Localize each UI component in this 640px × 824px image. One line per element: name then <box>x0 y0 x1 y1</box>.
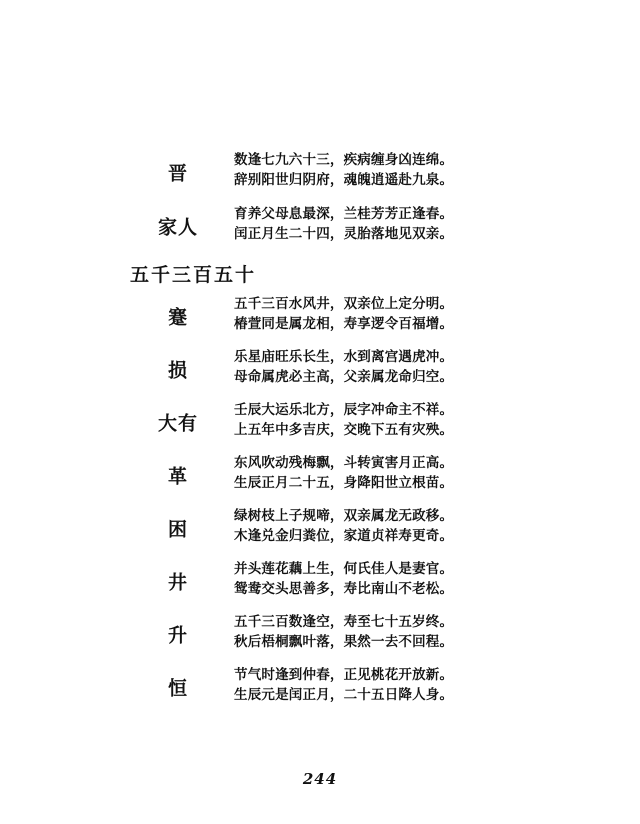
verse-line-2: 生辰元是闰正月，二十五日降人身。 <box>234 687 454 703</box>
verse <box>234 294 634 334</box>
verse <box>234 400 634 440</box>
hexagram-name: 家人 <box>157 216 198 239</box>
verse <box>234 453 634 493</box>
verse-line-2: 秋后梧桐飘叶落，果然一去不回程。 <box>234 634 454 650</box>
hexagram-name: 损 <box>167 359 188 382</box>
verse-line-2: 闰正月生二十四，灵胎落地见双亲。 <box>234 226 454 242</box>
verse-line-1: 育养父母息最深，兰桂芳芳正逢春。 <box>234 206 454 222</box>
verse <box>234 150 634 190</box>
verse-line-1: 壬辰大运乐北方，辰字冲命主不祥。 <box>234 402 454 418</box>
verse-line-1: 节气时逢到仲春，正见桃花开放新。 <box>234 667 454 683</box>
verse <box>234 347 634 387</box>
verse-line-1: 乐星庙旺乐长生，水到离宫遇虎冲。 <box>234 349 454 365</box>
entry-kun <box>0 506 640 550</box>
entry-jin <box>0 150 640 194</box>
hexagram-name: 升 <box>167 624 188 647</box>
entry-dayou <box>0 400 640 444</box>
verse-line-2: 上五年中多吉庆，交晚下五有灾殃。 <box>234 422 454 438</box>
verse-line-1: 绿树枝上子规啼，双亲属龙无政移。 <box>234 508 454 524</box>
verse <box>234 665 634 705</box>
hexagram-name: 困 <box>167 518 188 541</box>
hexagram-name: 晋 <box>167 162 188 185</box>
entry-jing <box>0 559 640 603</box>
entry-jian <box>0 294 640 338</box>
verse <box>234 506 634 546</box>
entry-sun <box>0 347 640 391</box>
hexagram-name: 蹇 <box>167 306 188 329</box>
verse-line-2: 椿萱同是属龙相，寿享逻令百福增。 <box>234 316 454 332</box>
verse-line-2: 木逢兑金归粪位，家道贞祥寿更奇。 <box>234 528 454 544</box>
verse-line-1: 东风吹动残梅飘，斗转寅害月正高。 <box>234 455 454 471</box>
hexagram-name: 大有 <box>157 412 198 435</box>
hexagram-name: 革 <box>167 465 188 488</box>
section-heading: 五千三百五十 <box>130 264 257 286</box>
verse-line-1: 五千三百数逢空，寿至七十五岁终。 <box>234 614 454 630</box>
verse-line-2: 母命属虎必主高，父亲属龙命归空。 <box>234 369 454 385</box>
hexagram-name: 恒 <box>167 677 188 700</box>
verse <box>234 204 634 244</box>
verse-line-2: 鸳鸯交头思善多，寿比南山不老松。 <box>234 581 454 597</box>
page-number: 244 <box>302 770 338 788</box>
verse-line-2: 生辰正月二十五，身降阳世立根苗。 <box>234 475 454 491</box>
verse-line-1: 数逢七九六十三，疾病缠身凶连绵。 <box>234 152 454 168</box>
verse <box>234 612 634 652</box>
entry-sheng <box>0 612 640 656</box>
entry-ge <box>0 453 640 497</box>
verse <box>234 559 634 599</box>
verse-line-2: 辞别阳世归阴府，魂魄逍遥赴九泉。 <box>234 172 454 188</box>
verse-line-1: 并头莲花藕上生，何氏佳人是妻官。 <box>234 561 454 577</box>
entry-jiaren <box>0 204 640 248</box>
verse-line-1: 五千三百水风井，双亲位上定分明。 <box>234 296 454 312</box>
hexagram-name: 井 <box>167 571 188 594</box>
entry-heng <box>0 665 640 709</box>
